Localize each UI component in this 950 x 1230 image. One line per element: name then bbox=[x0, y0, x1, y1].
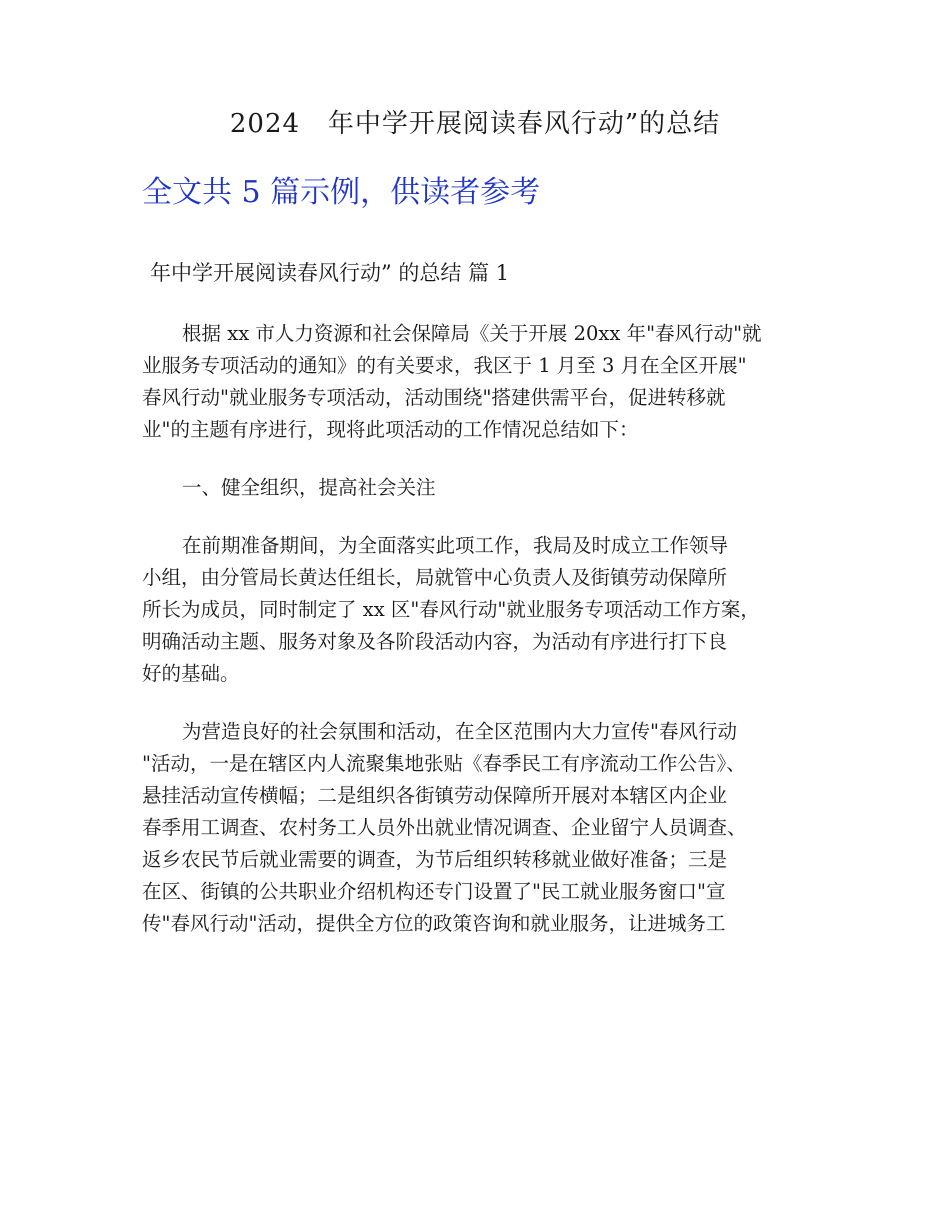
paragraph-line: 在前期准备期间，为全面落实此项工作，我局及时成立工作领导 bbox=[182, 534, 729, 557]
paragraph-line: 传"春风行动"活动，提供全方位的政策咨询和就业服务，让进城务工 bbox=[142, 912, 726, 935]
paragraph-2 bbox=[142, 472, 842, 504]
document-subtitle: 全文共 5 篇示例，供读者参考 bbox=[142, 175, 541, 210]
paragraph-line: 春季用工调查、农村务工人员外出就业情况调查、企业留宁人员调查、 bbox=[142, 816, 747, 839]
document-body bbox=[142, 318, 842, 966]
paragraph-line: 小组，由分管局长黄达任组长，局就管中心负责人及街镇劳动保障所 bbox=[142, 566, 728, 589]
paragraph-line: 业服务专项活动的通知》的有关要求，我区于 1 月至 3 月在全区开展" bbox=[142, 354, 747, 377]
paragraph-line: "活动，一是在辖区内人流聚集地张贴《春季民工有序流动工作公告》、 bbox=[142, 752, 746, 775]
paragraph-1 bbox=[142, 318, 842, 446]
document-title: 2024 年中学开展阅读春风行动”的总结 bbox=[229, 109, 721, 139]
paragraph-line: 明确活动主题、服务对象及各阶段活动内容，为活动有序进行打下良 bbox=[142, 630, 728, 653]
paragraph-4 bbox=[142, 716, 842, 940]
paragraph-line: 根据 xx 市人力资源和社会保障局《关于开展 20xx 年"春风行动"就 bbox=[182, 322, 762, 345]
paragraph-line: 春风行动"就业服务专项活动，活动围绕"搭建供需平台，促进转移就 bbox=[142, 386, 726, 409]
paragraph-line: 返乡农民节后就业需要的调查，为节后组织转移就业做好准备；三是 bbox=[142, 848, 728, 871]
paragraph-line: 所长为成员，同时制定了 xx 区"春风行动"就业服务专项活动工作方案， bbox=[142, 598, 760, 621]
paragraph-line: 为营造良好的社会氛围和活动，在全区范围内大力宣传"春风行动 bbox=[182, 720, 737, 743]
paragraph-line: 一、健全组织，提高社会关注 bbox=[182, 476, 436, 499]
section-heading: 年中学开展阅读春风行动” 的总结 篇 1 bbox=[150, 261, 510, 285]
paragraph-line: 在区、街镇的公共职业介绍机构还专门设置了"民工就业服务窗口"宣 bbox=[142, 880, 726, 903]
paragraph-3 bbox=[142, 530, 842, 690]
paragraph-line: 好的基础。 bbox=[142, 662, 240, 685]
paragraph-line: 业"的主题有序进行，现将此项活动的工作情况总结如下： bbox=[142, 418, 639, 441]
paragraph-line: 悬挂活动宣传横幅；二是组织各街镇劳动保障所开展对本辖区内企业 bbox=[142, 784, 728, 807]
